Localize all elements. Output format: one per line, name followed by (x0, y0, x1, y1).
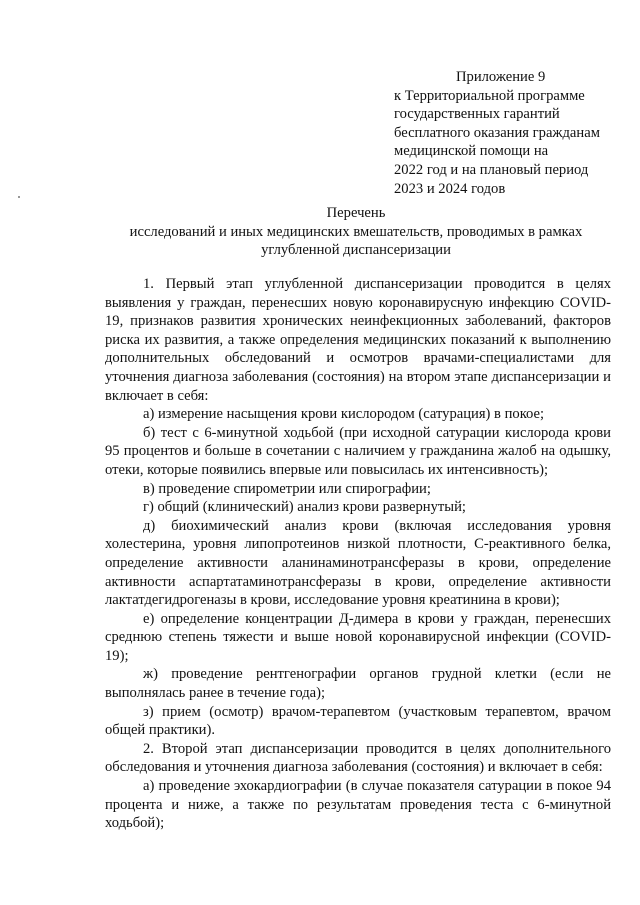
appendix-line: к Территориальной программе (394, 87, 585, 104)
appendix-line: 2023 и 2024 годов (394, 180, 506, 197)
appendix-line: 2022 год и на плановый период (394, 161, 589, 178)
scan-speck (18, 196, 20, 198)
list-item: а) проведение эхокардиографии (в случае показателя сатурации в покое 94 процента и ниже, а также по результатам проведения теста с 6-минутной ходьбой); (105, 778, 611, 832)
appendix-line: бесплатного оказания гражданам (394, 124, 600, 141)
list-item: д) биохимический анализ крови (включая исследования уровня холестерина, уровня липопротеинов низкой плотности, С-реактивного белка, определение активности аланинаминотрансферазы в крови, определение активности аспартатаминотрансферазы в крови, определение активности лактатдегидрогеназы в крови, исследование уровня креатинина в крови); (105, 517, 611, 609)
list-item: г) общий (клинический) анализ крови развернутый; (143, 499, 466, 516)
list-item: з) прием (осмотр) врачом-терапевтом (участковым терапевтом, врачом общей практики). (105, 703, 611, 739)
title-line: исследований и иных медицинских вмешательств, проводимых в рамках (129, 223, 583, 240)
appendix-line: медицинской помощи на (394, 143, 549, 160)
list-item: б) тест с 6-минутной ходьбой (при исходной сатурации кислорода крови 95 процентов и больше в сочетании с наличием у гражданина жалоб на одышку, отеки, которые появились впервые или повысилась их интенсивность); (105, 424, 611, 478)
list-item: ж) проведение рентгенографии органов грудной клетки (если не выполнялась ранее в течение года); (105, 666, 611, 702)
appendix-line: государственных гарантий (394, 106, 560, 123)
paragraph-stage-1: 1. Первый этап углубленной диспансеризации проводится в целях выявления у граждан, перенесших новую коронавирусную инфекцию COVID-19, признаков развития хронических неинфекционных заболеваний, факторов риска их развития, а также определения медицинских показаний к выполнению дополнительных обследований и осмотров врачами-специалистами для уточнения диагноза заболевания (состояния) на втором этапе диспансеризации и включает в себя: (105, 276, 611, 404)
document-title (100, 204, 612, 260)
list-item: а) измерение насыщения крови кислородом (сатурация) в покое; (143, 406, 545, 423)
appendix-number: Приложение 9 (456, 69, 546, 85)
title-line: углубленной диспансеризации (261, 242, 451, 259)
list-item: в) проведение спирометрии или спирографии; (143, 480, 431, 497)
title-heading: Перечень (326, 205, 386, 221)
appendix-header (394, 68, 640, 198)
paragraph-stage-2: 2. Второй этап диспансеризации проводится в целях дополнительного обследования и уточнения диагноза заболевания (состояния) и включает в себя: (105, 740, 611, 776)
document-body (105, 275, 611, 833)
list-item: е) определение концентрации Д-димера в крови у граждан, перенесших среднюю степень тяжести и выше новой коронавирусной инфекции (COVID-19); (105, 610, 611, 664)
